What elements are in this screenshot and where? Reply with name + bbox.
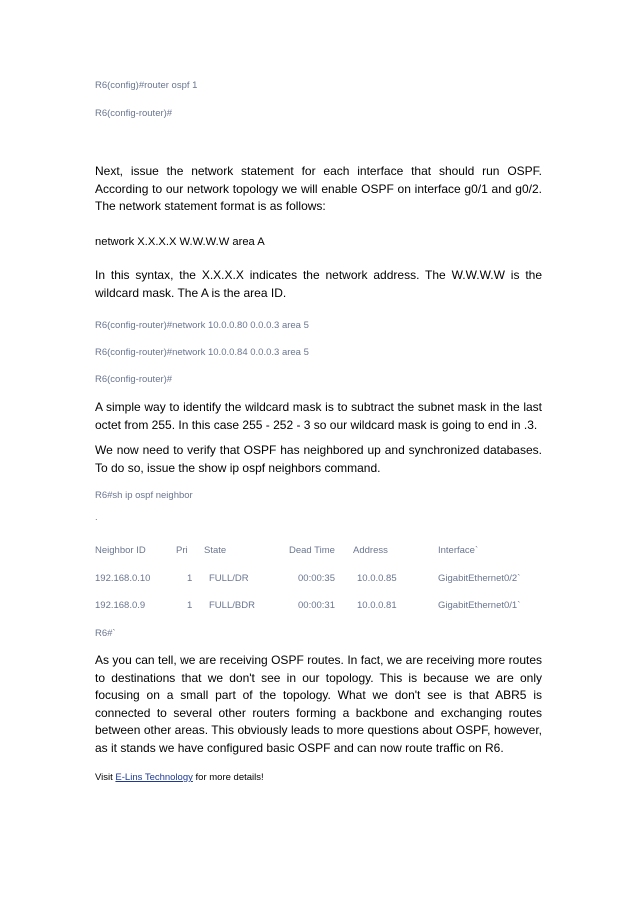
header-dead-time: Dead Time <box>289 545 335 556</box>
cell-neighbor-id: 192.168.0.9 <box>95 600 146 611</box>
header-interface: Interface` <box>438 545 479 556</box>
code-line-network-84: R6(config-router)#network 10.0.0.84 0.0.0.3 area 5 <box>95 347 309 358</box>
footer-suffix: for more details! <box>192 772 264 783</box>
paragraph-receiving-routes: As you can tell, we are receiving OSPF routes. In fact, we are receiving more routes to destinations that we don't see in our topology. This is because we are only focusing on a small part of the topology. What we don't see is that ABR5 is connected to several other routers forming a backbone and exchanging routes between other areas. This obviously leads to more questions about OSPF, however, as it stands we have configured basic OSPF and can now route traffic on R6. <box>95 653 542 755</box>
cell-interface: GigabitEthernet0/1` <box>438 600 521 611</box>
network-format-line: network X.X.X.X W.W.W.W area A <box>95 236 265 248</box>
cell-address: 10.0.0.85 <box>357 573 397 584</box>
cell-pri: 1 <box>187 573 193 584</box>
cell-dead-time: 00:00:35 <box>298 573 335 584</box>
e-lins-technology-link[interactable]: E-Lins Technology <box>115 772 193 783</box>
paragraph-verify-ospf: We now need to verify that OSPF has neighbored up and synchronized databases. To do so, issue the show ip ospf neighbors command. <box>95 443 542 475</box>
code-line-r6-prompt: R6#` <box>95 628 116 639</box>
header-neighbor-id: Neighbor ID <box>95 545 146 556</box>
code-line-dot: . <box>95 512 98 523</box>
cell-state: FULL/BDR <box>209 600 255 611</box>
header-state: State <box>204 545 227 556</box>
code-line-router-ospf: R6(config)#router ospf 1 <box>95 80 198 91</box>
footer-prefix: Visit <box>95 772 116 783</box>
cell-neighbor-id: 192.168.0.10 <box>95 573 151 584</box>
cell-dead-time: 00:00:31 <box>298 600 335 611</box>
paragraph-network-statement: Next, issue the network statement for each interface that should run OSPF. According to our network topology we will enable OSPF on interface g0/1 and g0/2. The network statement format is as follows: <box>95 164 542 213</box>
cell-pri: 1 <box>187 600 193 611</box>
code-line-network-80: R6(config-router)#network 10.0.0.80 0.0.0.3 area 5 <box>95 320 309 331</box>
header-pri: Pri <box>176 545 188 556</box>
cell-address: 10.0.0.81 <box>357 600 397 611</box>
header-address: Address <box>353 545 388 556</box>
paragraph-wildcard-mask: A simple way to identify the wildcard mask is to subtract the subnet mask in the last octet from 255. In this case 255 - 252 - 3 so our wildcard mask is going to end in .3. <box>95 400 542 432</box>
paragraph-syntax-explanation: In this syntax, the X.X.X.X indicates the network address. The W.W.W.W is the wildcard mask. The A is the area ID. <box>95 268 542 300</box>
code-line-show-ospf-neighbor: R6#sh ip ospf neighbor <box>95 490 193 501</box>
cell-state: FULL/DR <box>209 573 249 584</box>
code-line-config-router-prompt: R6(config-router)# <box>95 108 173 119</box>
cell-interface: GigabitEthernet0/2` <box>438 573 521 584</box>
code-line-config-router-prompt-2: R6(config-router)# <box>95 374 173 385</box>
footer-visit-line <box>95 772 264 783</box>
